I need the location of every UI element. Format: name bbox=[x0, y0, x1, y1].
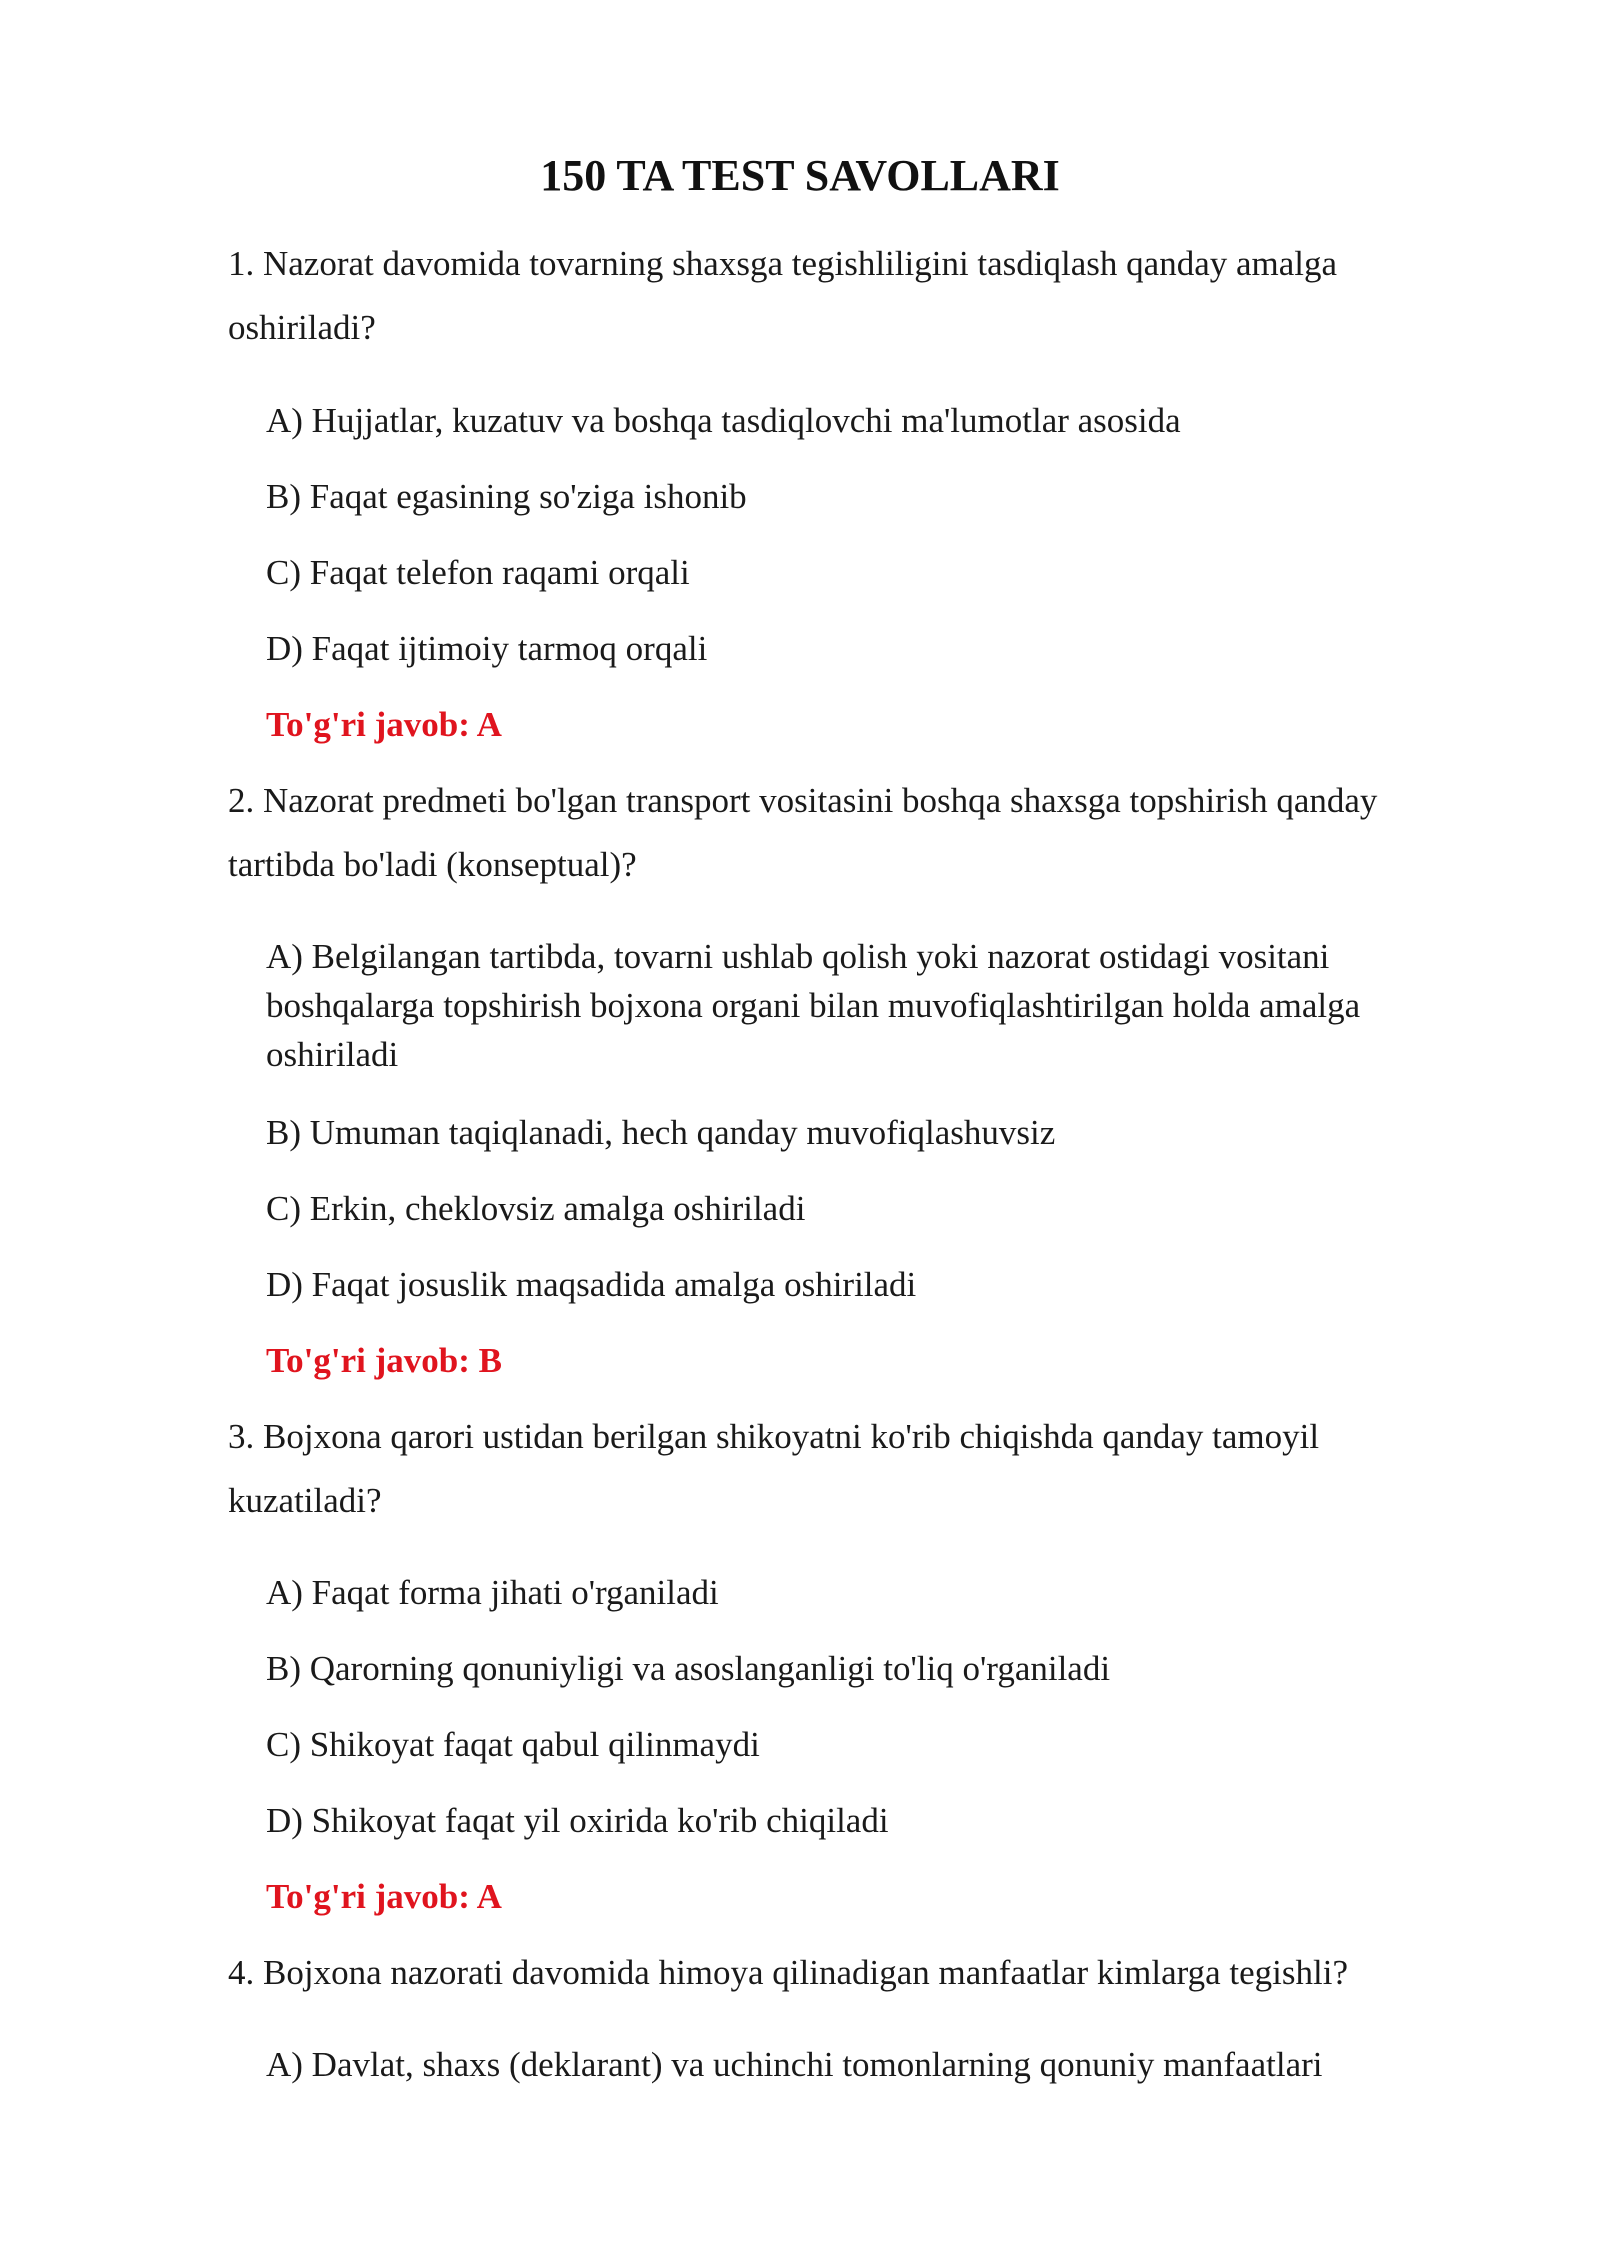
question-1-option-b: B) Faqat egasining so'ziga ishonib bbox=[266, 477, 747, 516]
question-4-text: 4. Bojxona nazorati davomida himoya qilinadigan manfaatlar kimlarga tegishli? bbox=[228, 1953, 1348, 1992]
question-3-option-c: C) Shikoyat faqat qabul qilinmaydi bbox=[266, 1725, 760, 1764]
question-1-text: 1. Nazorat davomida tovarning shaxsga tegishliligini tasdiqlash qanday amalga bbox=[228, 244, 1338, 283]
question-2-option-c: C) Erkin, cheklovsiz amalga oshiriladi bbox=[266, 1189, 806, 1228]
question-2-option-b: B) Umuman taqiqlanadi, hech qanday muvofiqlashuvsiz bbox=[266, 1113, 1056, 1152]
question-1-text-cont: oshiriladi? bbox=[228, 308, 376, 347]
question-2-text: 2. Nazorat predmeti bo'lgan transport vositasini boshqa shaxsga topshirish qanday bbox=[228, 781, 1378, 820]
question-2-option-d: D) Faqat josuslik maqsadida amalga oshiriladi bbox=[266, 1265, 917, 1304]
question-3-option-a: A) Faqat forma jihati o'rganiladi bbox=[266, 1573, 719, 1612]
question-1-option-a: A) Hujjatlar, kuzatuv va boshqa tasdiqlovchi ma'lumotlar asosida bbox=[266, 401, 1181, 440]
question-2-option-a-line: boshqalarga topshirish bojxona organi bilan muvofiqlashtirilgan holda amalga bbox=[266, 986, 1361, 1025]
question-3-option-d: D) Shikoyat faqat yil oxirida ko'rib chiqiladi bbox=[266, 1801, 889, 1840]
question-2-text-cont: tartibda bo'ladi (konseptual)? bbox=[228, 845, 637, 884]
question-1-option-c: C) Faqat telefon raqami orqali bbox=[266, 553, 690, 592]
question-3-option-b: B) Qarorning qonuniyligi va asoslanganligi to'liq o'rganiladi bbox=[266, 1649, 1111, 1688]
question-2-option-a-line: A) Belgilangan tartibda, tovarni ushlab qolish yoki nazorat ostidagi vositani bbox=[266, 937, 1330, 976]
question-3-text-cont: kuzatiladi? bbox=[228, 1481, 382, 1520]
question-1-correct-answer: To'g'ri javob: A bbox=[266, 705, 502, 744]
question-4-option-a: A) Davlat, shaxs (deklarant) va uchinchi tomonlarning qonuniy manfaatlari bbox=[266, 2045, 1323, 2084]
question-2-option-a bbox=[266, 932, 1360, 1079]
question-3-text: 3. Bojxona qarori ustidan berilgan shikoyatni ko'rib chiqishda qanday tamoyil bbox=[228, 1417, 1320, 1456]
page-title: 150 TA TEST SAVOLLARI bbox=[540, 151, 1060, 200]
question-2-option-a-line: oshiriladi bbox=[266, 1035, 399, 1074]
question-3-correct-answer: To'g'ri javob: A bbox=[266, 1877, 502, 1916]
question-1-option-d: D) Faqat ijtimoiy tarmoq orqali bbox=[266, 629, 708, 668]
question-2-correct-answer: To'g'ri javob: B bbox=[266, 1341, 502, 1380]
